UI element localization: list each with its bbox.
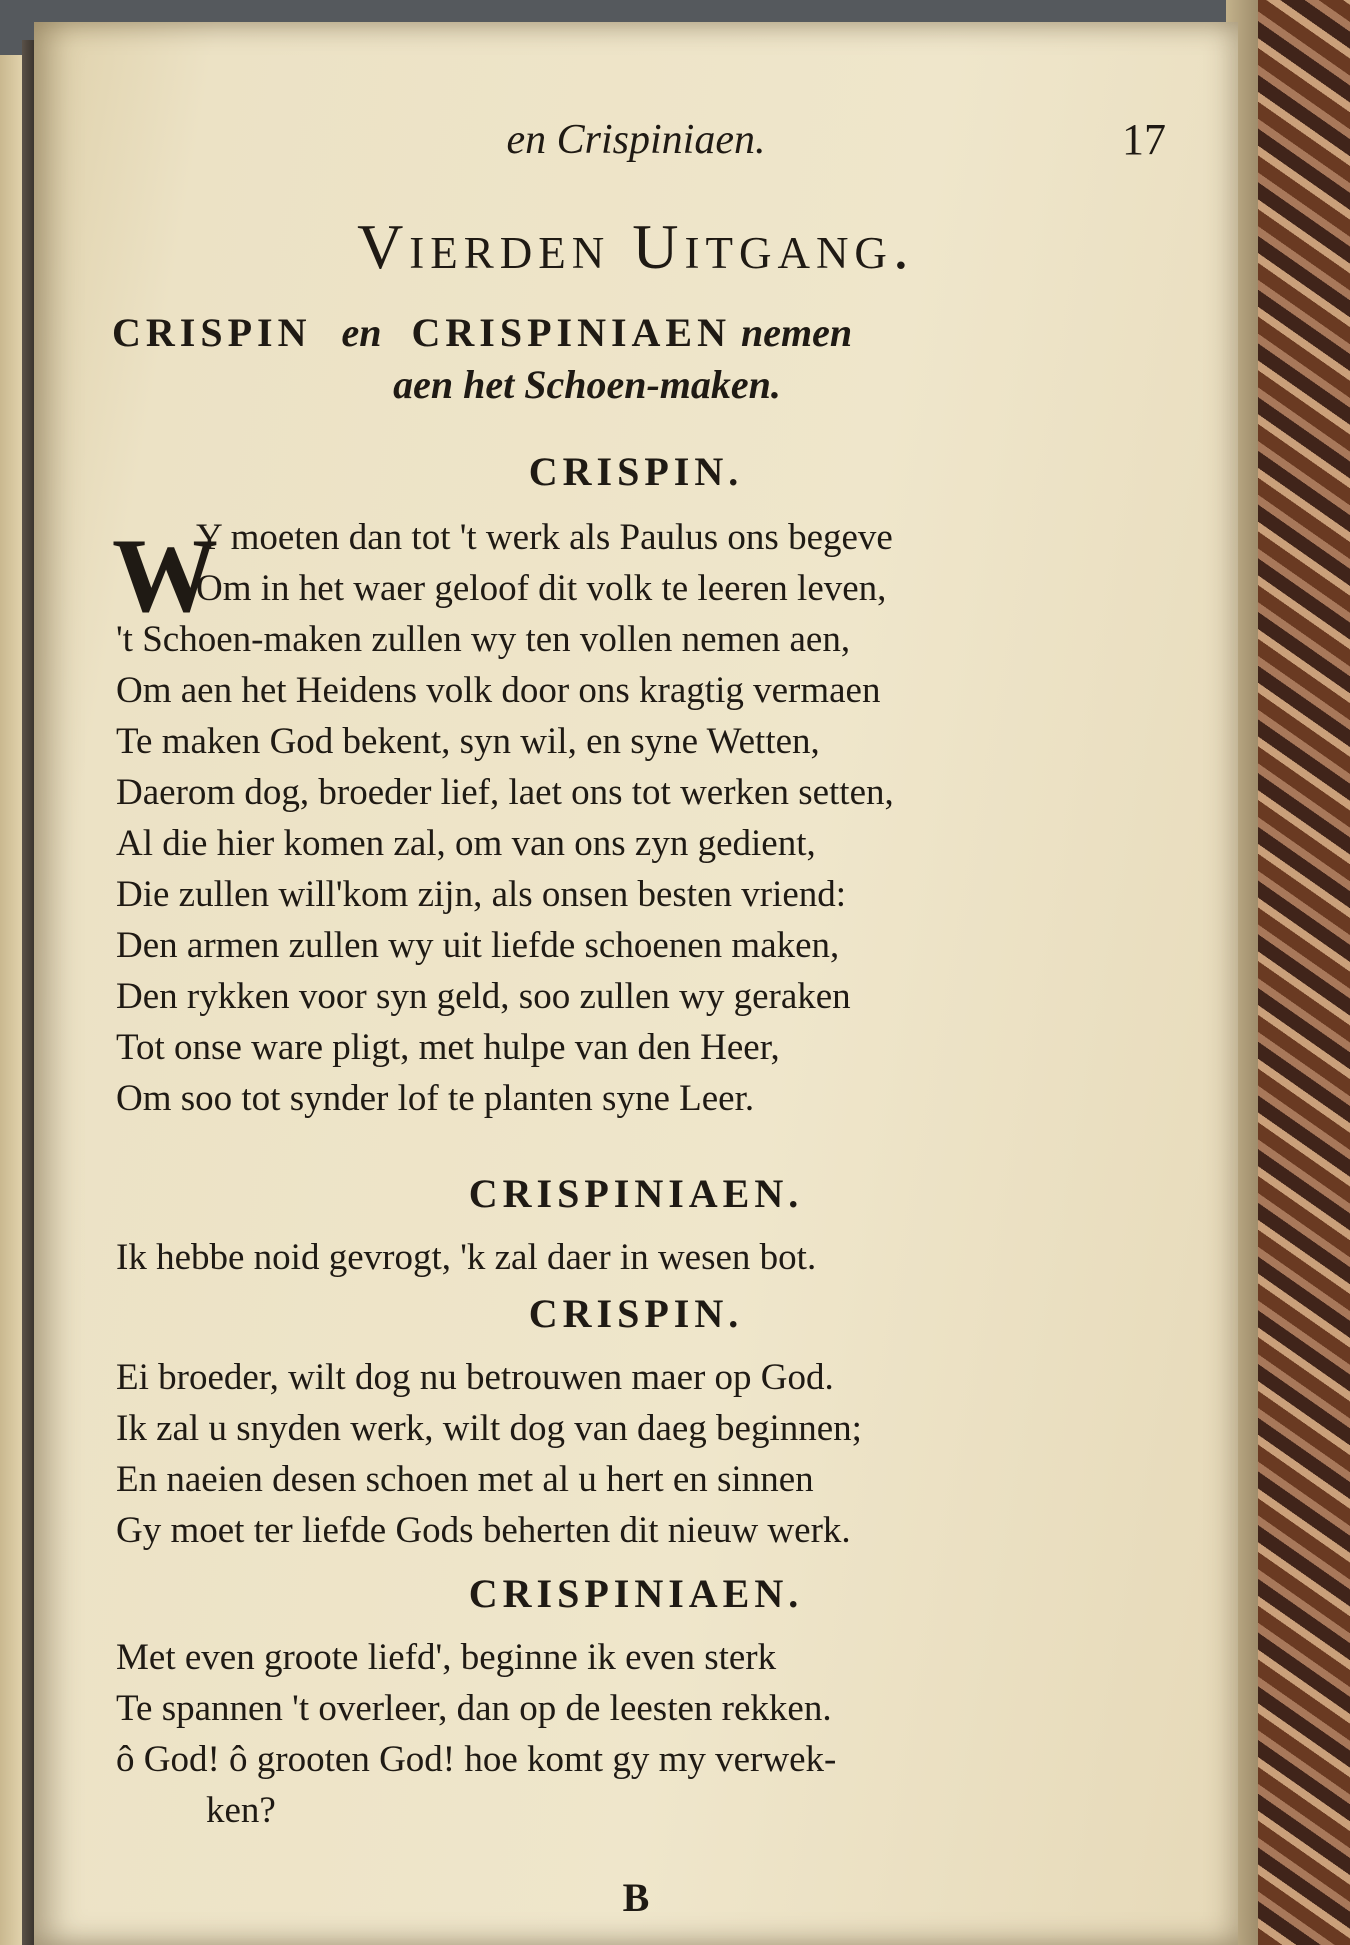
verse-line: Te maken God bekent, syn wil, en syne Wetten, <box>116 721 820 762</box>
speaker-crispin-2: CRISPIN. <box>528 1291 744 1336</box>
speaker-crispin-1: CRISPIN. <box>528 449 744 494</box>
scene-verb: nemen <box>740 310 853 355</box>
signature-mark: B <box>622 1875 650 1920</box>
page-header <box>34 100 1238 170</box>
verse-line: Den rykken voor syn geld, soo zullen wy geraken <box>116 976 851 1017</box>
verse-line: Ik hebbe noid gevrogt, 'k zal daer in wesen bot. <box>116 1237 817 1278</box>
verse-line: 't Schoen-maken zullen wy ten vollen nemen aen, <box>116 619 851 660</box>
verse-line: Tot onse ware pligt, met hulpe van den Heer, <box>116 1027 780 1068</box>
verse-line: ken? <box>206 1790 276 1831</box>
speaker-crispiniaen-2: CRISPINIAEN. <box>468 1571 804 1616</box>
verse-line: En naeien desen schoen met al u hert en sinnen <box>116 1459 814 1500</box>
verse-line: Om aen het Heidens volk door ons kragtig vermaen <box>116 670 881 711</box>
scene-heading-line2: aen het Schoen-maken. <box>393 362 781 407</box>
verse-block-2 <box>116 1232 1196 1283</box>
scene-heading <box>112 307 1182 411</box>
scene-conj: en <box>341 310 382 355</box>
verse-line: Ik zal u snyden werk, wilt dog van daeg beginnen; <box>116 1408 862 1449</box>
verse-line: Gy moet ter liefde Gods beherten dit nieuw werk. <box>116 1510 851 1551</box>
verse-block-1 <box>116 512 1196 1124</box>
verse-line: Om soo tot synder lof te planten syne Leer. <box>116 1078 755 1119</box>
verse-line: Den armen zullen wy uit liefde schoenen maken, <box>116 925 840 966</box>
book-page <box>34 22 1238 1945</box>
verse-line: Te spannen 't overleer, dan op de leesten rekken. <box>116 1688 832 1729</box>
verse-line: Y moeten dan tot 't werk als Paulus ons begeve <box>196 517 893 558</box>
verse-line: Ei broeder, wilt dog nu betrouwen maer op God. <box>116 1357 834 1398</box>
page-number: 17 <box>1122 115 1166 164</box>
marbled-cover <box>1258 0 1350 1945</box>
verse-line: Met even groote liefd', beginne ik even sterk <box>116 1637 777 1678</box>
verse-line: Al die hier komen zal, om van ons zyn gedient, <box>116 823 816 864</box>
verse-line: Daerom dog, broeder lief, laet ons tot werken setten, <box>116 772 894 813</box>
scene-name-1: CRISPIN <box>112 310 312 355</box>
speaker-crispiniaen-1: CRISPINIAEN. <box>468 1171 804 1216</box>
drop-cap: W <box>112 517 218 634</box>
verse-block-3 <box>116 1352 1196 1556</box>
running-head: en Crispiniaen. <box>506 117 766 163</box>
verse-line: Om in het waer geloof dit volk te leeren leven, <box>196 568 887 609</box>
verse-line: ô God! ô grooten God! hoe komt gy my verwek- <box>116 1739 837 1780</box>
verse-block-4 <box>116 1632 1196 1836</box>
chapter-title: Vierden Uitgang. <box>357 211 915 282</box>
verse-line: Die zullen will'kom zijn, als onsen besten vriend: <box>116 874 847 915</box>
scene-name-2: CRISPINIAEN <box>411 310 731 355</box>
